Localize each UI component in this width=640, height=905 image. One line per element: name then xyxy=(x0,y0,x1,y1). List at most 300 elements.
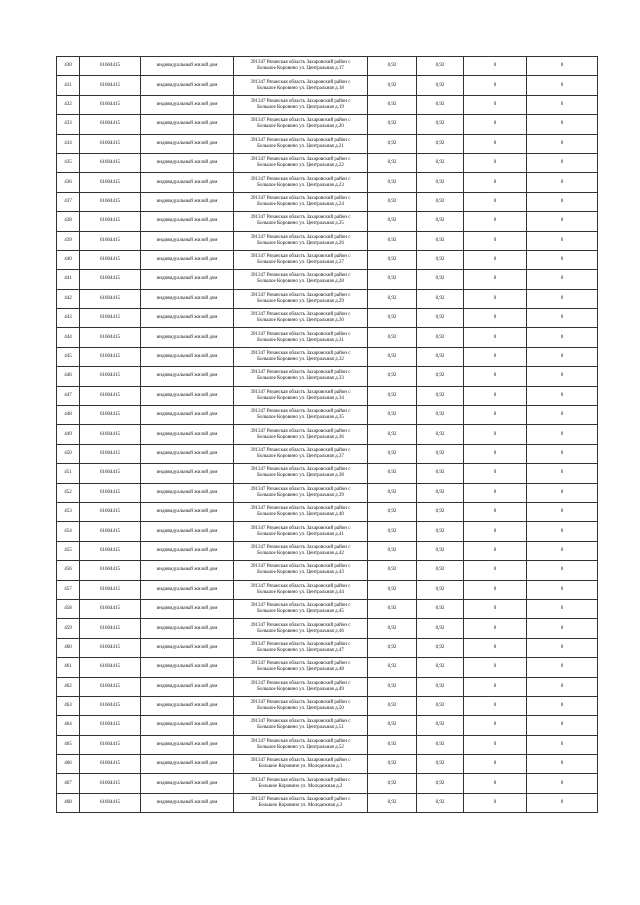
address-line-2: Большое Коровино ул. Центральная д.18 xyxy=(257,85,344,91)
value-c-cell: 0 xyxy=(464,406,527,425)
code-cell: 61604415 xyxy=(80,483,141,502)
value-a-cell: 0,92 xyxy=(368,502,417,521)
value-b-cell: 0,92 xyxy=(417,134,464,153)
code-cell: 61604415 xyxy=(80,192,141,211)
table-row xyxy=(57,406,598,425)
row-number-cell: 452 xyxy=(57,483,80,502)
object-type-cell: индивидуальный жилой дом xyxy=(141,173,234,192)
table-row xyxy=(57,270,598,289)
address-cell xyxy=(234,483,368,502)
value-c-cell: 0 xyxy=(464,270,527,289)
object-type-cell: индивидуальный жилой дом xyxy=(141,76,234,95)
value-d-cell: 0 xyxy=(527,755,598,774)
row-number-cell: 459 xyxy=(57,619,80,638)
value-d-cell: 0 xyxy=(527,599,598,618)
address-line-2: Большое Коровино ул. Центральная д.40 xyxy=(257,512,344,518)
address-line-1: 391347 Рязанская область Захаровский район с xyxy=(250,137,351,143)
code-cell: 61604415 xyxy=(80,153,141,172)
address-line-1: 391347 Рязанская область Захаровский район с xyxy=(250,292,351,298)
code-cell: 61604415 xyxy=(80,309,141,328)
address-cell xyxy=(234,755,368,774)
address-line-2: Большое Коровино ул. Центральная д.36 xyxy=(257,434,344,440)
value-c-cell: 0 xyxy=(464,57,527,76)
address-line-2: Большое Коровино ул. Центральная д.28 xyxy=(257,279,344,285)
address-line-2: Большое Коровино ул. Центральная д.44 xyxy=(257,589,344,595)
row-number-cell: 435 xyxy=(57,153,80,172)
value-a-cell: 0,92 xyxy=(368,658,417,677)
value-d-cell: 0 xyxy=(527,502,598,521)
value-c-cell: 0 xyxy=(464,658,527,677)
value-b-cell: 0,92 xyxy=(417,755,464,774)
address-line-1: 391347 Рязанская область Захаровский район с xyxy=(250,428,351,434)
address-line-1: 391347 Рязанская область Захаровский район с xyxy=(250,234,351,240)
code-cell: 61604415 xyxy=(80,231,141,250)
table-row xyxy=(57,57,598,76)
table-row xyxy=(57,599,598,618)
table-row xyxy=(57,231,598,250)
address-line-2: Большое Коровино ул. Центральная д.34 xyxy=(257,395,344,401)
address-line-1: 391347 Рязанская область Захаровский район с xyxy=(250,777,351,783)
address-line-2: Большое Коровино ул. Центральная д.22 xyxy=(257,163,344,169)
value-b-cell: 0,92 xyxy=(417,541,464,560)
row-number-cell: 460 xyxy=(57,638,80,657)
object-type-cell: индивидуальный жилой дом xyxy=(141,425,234,444)
value-a-cell: 0,92 xyxy=(368,580,417,599)
object-type-cell: индивидуальный жилой дом xyxy=(141,115,234,134)
row-number-cell: 449 xyxy=(57,425,80,444)
value-d-cell: 0 xyxy=(527,483,598,502)
object-type-cell: индивидуальный жилой дом xyxy=(141,134,234,153)
table-row xyxy=(57,134,598,153)
table-row xyxy=(57,502,598,521)
address-cell xyxy=(234,115,368,134)
code-cell: 61604415 xyxy=(80,755,141,774)
address-line-1: 391347 Рязанская область Захаровский район с xyxy=(250,215,351,221)
address-line-2: Большое Коровино ул. Центральная д.38 xyxy=(257,473,344,479)
value-c-cell: 0 xyxy=(464,502,527,521)
row-number-cell: 456 xyxy=(57,561,80,580)
value-c-cell: 0 xyxy=(464,444,527,463)
value-c-cell: 0 xyxy=(464,580,527,599)
object-type-cell: индивидуальный жилой дом xyxy=(141,541,234,560)
table-row xyxy=(57,95,598,114)
address-line-1: 391347 Рязанская область Захаровский район с xyxy=(250,331,351,337)
address-cell xyxy=(234,328,368,347)
value-d-cell: 0 xyxy=(527,231,598,250)
object-type-cell: индивидуальный жилой дом xyxy=(141,95,234,114)
address-line-1: 391347 Рязанская область Захаровский район с xyxy=(250,60,351,66)
code-cell: 61604415 xyxy=(80,347,141,366)
value-d-cell: 0 xyxy=(527,153,598,172)
value-d-cell: 0 xyxy=(527,580,598,599)
address-line-1: 391347 Рязанская область Захаровский район с xyxy=(250,680,351,686)
address-cell xyxy=(234,561,368,580)
value-a-cell: 0,92 xyxy=(368,774,417,793)
object-type-cell: индивидуальный жилой дом xyxy=(141,289,234,308)
value-a-cell: 0,92 xyxy=(368,192,417,211)
value-b-cell: 0,92 xyxy=(417,599,464,618)
code-cell: 61604415 xyxy=(80,541,141,560)
address-line-2: Большое Коровино ул. Центральная д.26 xyxy=(257,240,344,246)
row-number-cell: 434 xyxy=(57,134,80,153)
value-a-cell: 0,92 xyxy=(368,444,417,463)
table-row xyxy=(57,483,598,502)
address-line-1: 391347 Рязанская область Захаровский район с xyxy=(250,719,351,725)
object-type-cell: индивидуальный жилой дом xyxy=(141,774,234,793)
value-d-cell: 0 xyxy=(527,735,598,754)
address-line-2: Большое Коровино ул. Центральная д.19 xyxy=(257,104,344,110)
object-type-cell: индивидуальный жилой дом xyxy=(141,57,234,76)
value-c-cell: 0 xyxy=(464,115,527,134)
table-row xyxy=(57,76,598,95)
address-line-2: Большое Коровино ул. Центральная д.41 xyxy=(257,531,344,537)
address-cell xyxy=(234,270,368,289)
value-b-cell: 0,92 xyxy=(417,386,464,405)
value-b-cell: 0,92 xyxy=(417,367,464,386)
value-d-cell: 0 xyxy=(527,347,598,366)
address-line-2: Большое Коровино ул. Центральная д.46 xyxy=(257,628,344,634)
value-c-cell: 0 xyxy=(464,541,527,560)
value-a-cell: 0,92 xyxy=(368,716,417,735)
row-number-cell: 447 xyxy=(57,386,80,405)
address-line-1: 391347 Рязанская область Захаровский район с xyxy=(250,506,351,512)
value-b-cell: 0,92 xyxy=(417,250,464,269)
table-row xyxy=(57,289,598,308)
address-line-2: Большое Коровино ул. Центральная д.30 xyxy=(257,318,344,324)
object-type-cell: индивидуальный жилой дом xyxy=(141,580,234,599)
object-type-cell: индивидуальный жилой дом xyxy=(141,464,234,483)
address-line-2: Большое Коровино ул. Центральная д.52 xyxy=(257,744,344,750)
value-a-cell: 0,92 xyxy=(368,638,417,657)
row-number-cell: 443 xyxy=(57,309,80,328)
row-number-cell: 440 xyxy=(57,250,80,269)
value-a-cell: 0,92 xyxy=(368,696,417,715)
address-line-2: Большое Коровино ул. Центральная д.37 xyxy=(257,454,344,459)
address-cell xyxy=(234,57,368,76)
row-number-cell: 451 xyxy=(57,464,80,483)
table-row xyxy=(57,212,598,231)
address-cell xyxy=(234,212,368,231)
table-row xyxy=(57,153,598,172)
table-row xyxy=(57,696,598,715)
address-line-2: Большое Коровино ул. Центральная д.43 xyxy=(257,570,344,576)
value-c-cell: 0 xyxy=(464,95,527,114)
table-row xyxy=(57,580,598,599)
value-d-cell: 0 xyxy=(527,309,598,328)
table-row xyxy=(57,367,598,386)
table-row xyxy=(57,347,598,366)
code-cell: 61604415 xyxy=(80,619,141,638)
row-number-cell: 445 xyxy=(57,347,80,366)
address-cell xyxy=(234,192,368,211)
value-c-cell: 0 xyxy=(464,386,527,405)
address-line-2: Большое Коровино ул. Центральная д.17 xyxy=(257,66,344,72)
value-a-cell: 0,92 xyxy=(368,561,417,580)
value-b-cell: 0,92 xyxy=(417,444,464,463)
row-number-cell: 453 xyxy=(57,502,80,521)
object-type-cell: индивидуальный жилой дом xyxy=(141,270,234,289)
value-b-cell: 0,92 xyxy=(417,502,464,521)
code-cell: 61604415 xyxy=(80,561,141,580)
address-line-2: Большое Коровино ул. Центральная д.25 xyxy=(257,221,344,227)
table-row xyxy=(57,793,598,812)
value-d-cell: 0 xyxy=(527,76,598,95)
row-number-cell: 450 xyxy=(57,444,80,463)
address-line-1: 391347 Рязанская область Захаровский район с xyxy=(250,254,351,260)
code-cell: 61604415 xyxy=(80,774,141,793)
address-cell xyxy=(234,619,368,638)
address-cell xyxy=(234,677,368,696)
value-b-cell: 0,92 xyxy=(417,658,464,677)
value-c-cell: 0 xyxy=(464,716,527,735)
value-d-cell: 0 xyxy=(527,561,598,580)
value-a-cell: 0,92 xyxy=(368,599,417,618)
value-b-cell: 0,92 xyxy=(417,289,464,308)
address-line-1: 391347 Рязанская область Захаровский район с xyxy=(250,448,351,453)
value-a-cell: 0,92 xyxy=(368,270,417,289)
object-type-cell: индивидуальный жилой дом xyxy=(141,153,234,172)
code-cell: 61604415 xyxy=(80,76,141,95)
object-type-cell: индивидуальный жилой дом xyxy=(141,716,234,735)
object-type-cell: индивидуальный жилой дом xyxy=(141,638,234,657)
value-a-cell: 0,92 xyxy=(368,619,417,638)
address-line-2: Большое Коровино ул. Центральная д.42 xyxy=(257,550,344,556)
code-cell: 61604415 xyxy=(80,425,141,444)
address-cell xyxy=(234,231,368,250)
address-line-2: Большое Коровино ул. Центральная д.27 xyxy=(257,260,344,266)
address-cell xyxy=(234,522,368,541)
value-a-cell: 0,92 xyxy=(368,115,417,134)
table-row xyxy=(57,774,598,793)
value-c-cell: 0 xyxy=(464,153,527,172)
object-type-cell: индивидуальный жилой дом xyxy=(141,192,234,211)
value-c-cell: 0 xyxy=(464,309,527,328)
value-a-cell: 0,92 xyxy=(368,735,417,754)
value-a-cell: 0,92 xyxy=(368,134,417,153)
address-cell xyxy=(234,735,368,754)
value-d-cell: 0 xyxy=(527,464,598,483)
row-number-cell: 430 xyxy=(57,57,80,76)
value-a-cell: 0,92 xyxy=(368,541,417,560)
value-b-cell: 0,92 xyxy=(417,522,464,541)
address-line-2: Большое Коровино ул. Молодежная д.3 xyxy=(258,803,343,809)
address-cell xyxy=(234,173,368,192)
value-c-cell: 0 xyxy=(464,328,527,347)
row-number-cell: 448 xyxy=(57,406,80,425)
value-c-cell: 0 xyxy=(464,289,527,308)
value-b-cell: 0,92 xyxy=(417,716,464,735)
value-b-cell: 0,92 xyxy=(417,57,464,76)
table-row xyxy=(57,173,598,192)
address-line-1: 391347 Рязанская область Захаровский район с xyxy=(250,486,351,492)
code-cell: 61604415 xyxy=(80,716,141,735)
address-line-2: Большое Коровино ул. Центральная д.31 xyxy=(257,337,344,343)
row-number-cell: 438 xyxy=(57,212,80,231)
value-d-cell: 0 xyxy=(527,444,598,463)
value-b-cell: 0,92 xyxy=(417,793,464,812)
object-type-cell: индивидуальный жилой дом xyxy=(141,212,234,231)
address-cell xyxy=(234,502,368,521)
value-d-cell: 0 xyxy=(527,95,598,114)
address-cell xyxy=(234,95,368,114)
value-a-cell: 0,92 xyxy=(368,464,417,483)
value-d-cell: 0 xyxy=(527,289,598,308)
table-row xyxy=(57,386,598,405)
row-number-cell: 464 xyxy=(57,716,80,735)
address-cell xyxy=(234,658,368,677)
value-c-cell: 0 xyxy=(464,735,527,754)
value-c-cell: 0 xyxy=(464,774,527,793)
object-type-cell: индивидуальный жилой дом xyxy=(141,406,234,425)
value-a-cell: 0,92 xyxy=(368,793,417,812)
row-number-cell: 468 xyxy=(57,793,80,812)
object-type-cell: индивидуальный жилой дом xyxy=(141,328,234,347)
code-cell: 61604415 xyxy=(80,599,141,618)
value-b-cell: 0,92 xyxy=(417,619,464,638)
code-cell: 61604415 xyxy=(80,212,141,231)
address-line-1: 391347 Рязанская область Захаровский район с xyxy=(250,79,351,85)
address-cell xyxy=(234,347,368,366)
address-cell xyxy=(234,367,368,386)
table-row xyxy=(57,561,598,580)
table-row xyxy=(57,192,598,211)
address-cell xyxy=(234,599,368,618)
address-line-2: Большое Коровино ул. Центральная д.39 xyxy=(257,492,344,498)
table-row xyxy=(57,444,598,463)
row-number-cell: 455 xyxy=(57,541,80,560)
table-row xyxy=(57,619,598,638)
address-line-2: Большое Коровино ул. Центральная д.24 xyxy=(257,201,344,207)
code-cell: 61604415 xyxy=(80,386,141,405)
code-cell: 61604415 xyxy=(80,328,141,347)
code-cell: 61604415 xyxy=(80,367,141,386)
value-b-cell: 0,92 xyxy=(417,270,464,289)
code-cell: 61604415 xyxy=(80,522,141,541)
object-type-cell: индивидуальный жилой дом xyxy=(141,793,234,812)
address-line-1: 391347 Рязанская область Захаровский район с xyxy=(250,409,351,415)
value-c-cell: 0 xyxy=(464,696,527,715)
value-c-cell: 0 xyxy=(464,599,527,618)
code-cell: 61604415 xyxy=(80,115,141,134)
address-line-1: 391347 Рязанская область Захаровский район с xyxy=(250,622,351,628)
code-cell: 61604415 xyxy=(80,696,141,715)
address-line-1: 391347 Рязанская область Захаровский район с xyxy=(250,273,351,279)
code-cell: 61604415 xyxy=(80,406,141,425)
address-cell xyxy=(234,425,368,444)
row-number-cell: 465 xyxy=(57,735,80,754)
object-type-cell: индивидуальный жилой дом xyxy=(141,658,234,677)
code-cell: 61604415 xyxy=(80,464,141,483)
table-row xyxy=(57,658,598,677)
value-d-cell: 0 xyxy=(527,212,598,231)
address-line-2: Большое Коровино ул. Центральная д.35 xyxy=(257,415,344,421)
value-d-cell: 0 xyxy=(527,638,598,657)
object-type-cell: индивидуальный жилой дом xyxy=(141,696,234,715)
address-cell xyxy=(234,250,368,269)
value-a-cell: 0,92 xyxy=(368,76,417,95)
address-cell xyxy=(234,406,368,425)
value-c-cell: 0 xyxy=(464,76,527,95)
value-c-cell: 0 xyxy=(464,425,527,444)
value-a-cell: 0,92 xyxy=(368,677,417,696)
address-cell xyxy=(234,716,368,735)
table-row xyxy=(57,309,598,328)
address-line-2: Большое Коровино ул. Центральная д.45 xyxy=(257,609,344,615)
value-b-cell: 0,92 xyxy=(417,328,464,347)
value-c-cell: 0 xyxy=(464,134,527,153)
row-number-cell: 463 xyxy=(57,696,80,715)
value-c-cell: 0 xyxy=(464,755,527,774)
value-b-cell: 0,92 xyxy=(417,231,464,250)
table-row xyxy=(57,677,598,696)
address-line-1: 391347 Рязанская область Захаровский район с xyxy=(250,738,351,744)
value-b-cell: 0,92 xyxy=(417,735,464,754)
address-line-2: Большое Коровино ул. Центральная д.33 xyxy=(257,376,344,382)
object-type-cell: индивидуальный жилой дом xyxy=(141,367,234,386)
address-line-1: 391347 Рязанская область Захаровский район с xyxy=(250,544,351,550)
value-b-cell: 0,92 xyxy=(417,153,464,172)
code-cell: 61604415 xyxy=(80,57,141,76)
object-type-cell: индивидуальный жилой дом xyxy=(141,231,234,250)
row-number-cell: 467 xyxy=(57,774,80,793)
address-cell xyxy=(234,464,368,483)
value-a-cell: 0,92 xyxy=(368,367,417,386)
table-row xyxy=(57,638,598,657)
code-cell: 61604415 xyxy=(80,502,141,521)
address-line-2: Большое Коровино ул. Центральная д.29 xyxy=(257,298,344,304)
row-number-cell: 461 xyxy=(57,658,80,677)
value-a-cell: 0,92 xyxy=(368,425,417,444)
value-b-cell: 0,92 xyxy=(417,696,464,715)
object-type-cell: индивидуальный жилой дом xyxy=(141,522,234,541)
value-d-cell: 0 xyxy=(527,250,598,269)
address-line-2: Большое Коровино ул. Молодежная д.1 xyxy=(258,764,343,770)
value-b-cell: 0,92 xyxy=(417,173,464,192)
address-cell xyxy=(234,76,368,95)
address-line-1: 391347 Рязанская область Захаровский район с xyxy=(250,389,351,395)
value-b-cell: 0,92 xyxy=(417,464,464,483)
address-line-2: Большое Коровино ул. Центральная д.21 xyxy=(257,143,344,149)
address-line-1: 391347 Рязанская область Захаровский район с xyxy=(250,157,351,163)
address-line-2: Большое Коровино ул. Центральная д.20 xyxy=(257,124,344,130)
address-line-1: 391347 Рязанская область Захаровский район с xyxy=(250,351,351,357)
value-c-cell: 0 xyxy=(464,677,527,696)
value-a-cell: 0,92 xyxy=(368,231,417,250)
table-row xyxy=(57,250,598,269)
value-d-cell: 0 xyxy=(527,173,598,192)
address-cell xyxy=(234,793,368,812)
code-cell: 61604415 xyxy=(80,95,141,114)
value-b-cell: 0,92 xyxy=(417,483,464,502)
object-type-cell: индивидуальный жилой дом xyxy=(141,561,234,580)
value-c-cell: 0 xyxy=(464,483,527,502)
table-row xyxy=(57,522,598,541)
row-number-cell: 457 xyxy=(57,580,80,599)
row-number-cell: 431 xyxy=(57,76,80,95)
address-cell xyxy=(234,541,368,560)
value-b-cell: 0,92 xyxy=(417,212,464,231)
value-b-cell: 0,92 xyxy=(417,115,464,134)
value-d-cell: 0 xyxy=(527,270,598,289)
object-type-cell: индивидуальный жилой дом xyxy=(141,599,234,618)
table-row xyxy=(57,716,598,735)
value-c-cell: 0 xyxy=(464,212,527,231)
code-cell: 61604415 xyxy=(80,638,141,657)
value-a-cell: 0,92 xyxy=(368,57,417,76)
value-d-cell: 0 xyxy=(527,386,598,405)
value-a-cell: 0,92 xyxy=(368,250,417,269)
housing-register-table xyxy=(56,56,598,813)
